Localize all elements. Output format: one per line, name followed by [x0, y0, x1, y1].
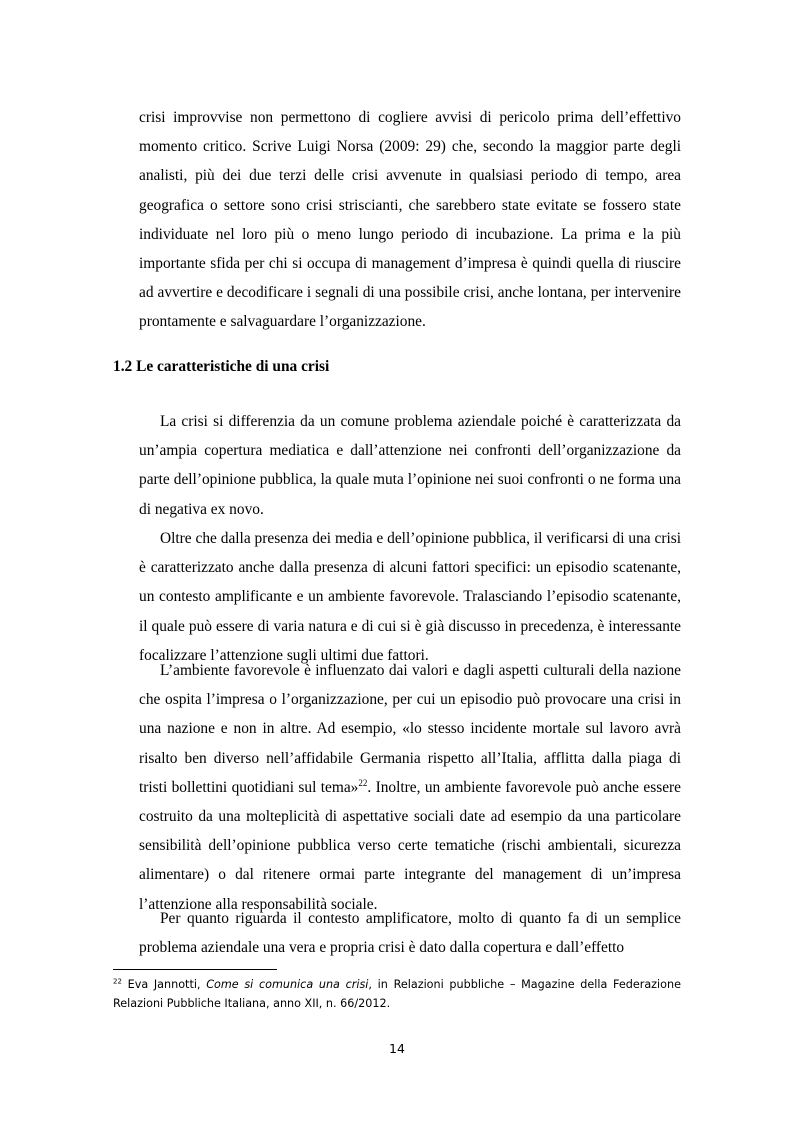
footnote-title: Come si comunica una crisi	[206, 978, 369, 991]
paragraph-2-text: Oltre che dalla presenza dei media e dell’opinione pubblica, il verificarsi di una crisi è caratterizzato anche dalla presenza di alcuni fattori specifici: un episodio scatenante, un contesto amplificante e un ambiente favorevole. Tralasciando l’episodio scatenante, il quale può essere di varia natura e di cui si è già discusso in precedenza, è interessante focalizzare l’attenzione sugli ultimi due fattori.	[139, 530, 681, 664]
footnote	[113, 975, 681, 1013]
paragraph-3-text-b: . Inoltre, un ambiente favorevole può anche essere costruito da una molteplicità di aspettative sociali date ad esempio da una particolare sensibilità dell’opinione pubblica verso certe tematiche (rischi ambientali, sicurezza alimentare) o dal ritenere ormai parte integrante del management di un’impresa l’attenzione alla responsabilità sociale.	[139, 778, 681, 913]
carryover-paragraph: crisi improvvise non permettono di cogliere avvisi di pericolo prima dell’effettivo momento critico. Scrive Luigi Norsa (2009: 29) che, secondo la maggior parte degli analisti, più dei due terzi delle crisi avvenute in qualsiasi periodo di tempo, area geografica o settore sono crisi striscianti, che sarebbero state evitate se fossero state individuate nel loro più o meno lungo periodo di incubazione. La prima e la più importante sfida per chi si occupa di management d’impresa è quindi quella di riuscire ad avvertire e decodificare i segnali di una possibile crisi, anche lontana, per intervenire prontamente e salvaguardare l’organizzazione.	[139, 109, 681, 331]
footnote-number: 22	[113, 977, 122, 986]
footnote-author: Eva Jannotti,	[127, 978, 201, 991]
paragraph-3-text-a: L’ambiente favorevole è influenzato dai valori e dagli aspetti culturali della nazione che ospita l’impresa o l’organizzazione, per cui un episodio può provocare una crisi in una nazione e non in altre. Ad esempio, «lo stesso incidente mortale sul lavoro avrà risalto ben diverso nell’affidabile Germania rispetto all’Italia, afflitta dalla piaga di tristi bollettini quotidiani sul tema»	[139, 662, 681, 796]
page-number: 14	[389, 1041, 405, 1056]
footnote-separator	[113, 969, 277, 970]
paragraph-3	[139, 656, 681, 919]
footnote-reference[interactable]: 22	[358, 777, 368, 788]
section-heading: 1.2 Le caratteristiche di una crisi	[113, 358, 330, 375]
footnote-rest: , in Relazioni pubbliche – Magazine della Federazione Relazioni Pubbliche Italiana, anno XII, n. 66/2012.	[113, 978, 681, 1010]
paragraph-1: La crisi si differenzia da un comune problema aziendale poiché è caratterizzata da un’ampia copertura mediatica e dall’attenzione nei confronti dell’organizzazione da parte dell’opinione pubblica, la quale muta l’opinione nei suoi confronti o ne forma una di negativa ex novo.	[139, 413, 681, 518]
paragraph-2	[139, 524, 681, 670]
paragraph-4: Per quanto riguarda il contesto amplificatore, molto di quanto fa di un semplice problema aziendale una vera e propria crisi è dato dalla copertura e dall’effetto	[139, 910, 681, 957]
